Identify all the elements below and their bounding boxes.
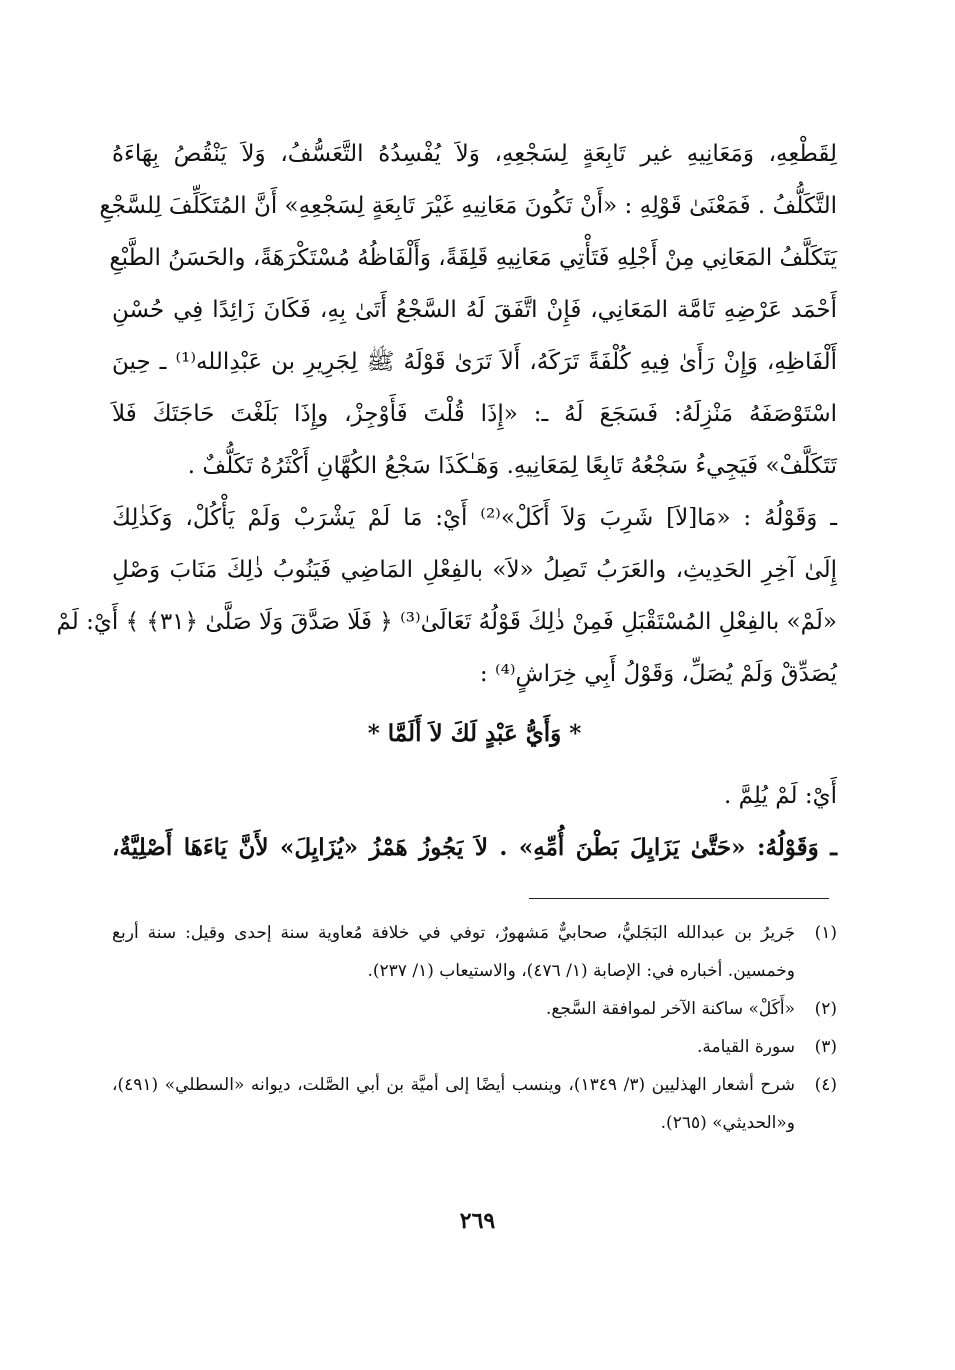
footnote-number: (٢)	[814, 999, 837, 1019]
text-line: التَّكَلُّفُ . فَمَعْنَىٰ قَوْلِهِ : «أَنْ تَكُونَ مَعَانِيهِ غَيْرَ تَابِعَةٍ لِسَجْعِهِ» أَنَّ المُتَكَلِّفَ لِلسَّجْعِ	[99, 193, 837, 219]
footnote	[112, 1028, 837, 1066]
text-line: إِلَىٰ آخِرِ الحَدِيثِ، والعَرَبُ تَصِلُ «لاَ» بالفِعْلِ المَاضِي فَيَنُوبُ ذٰلِكَ مَنَابَ وَصْلِ	[112, 557, 837, 583]
text-line: أَحْمَد عَرْضِهِ تَامَّة المَعَانِي، فَإِنْ اتَّفَقَ لَهُ السَّجْعُ أَتَىٰ بِهِ، فَكَانَ زَائِدًا فِي حُسْنِ	[112, 297, 837, 323]
footnote	[112, 1066, 837, 1142]
footnote-number: (١)	[814, 923, 837, 943]
poetry-verse: * وَأَيُّ عَبْدٍ لَكَ لاَ أَلَمَّا *	[367, 720, 582, 747]
text-line: يُصَدِّقْ وَلَمْ يُصَلِّ، وَقَوْلُ أَبِي خِرَاشٍ⁽⁴⁾ :	[479, 661, 837, 687]
page-number: ٢٦٩	[459, 1208, 496, 1234]
text-line: لِقَطْعِهِ، وَمَعَانِيهِ غير تَابِعَةٍ لِسَجْعِهِ، وَلاَ يُفْسِدُهُ التَّعَسُّفُ، وَلاَ يَنْقُصُ بِهَاءَهُ	[112, 141, 837, 167]
text-line: اسْتَوْصَفَهُ مَنْزِلَهُ: فَسَجَعَ لَهُ ـ: «إِذَا قُلْتَ فَأَوْجِزْ، وإِذَا بَلَغْتَ حَاجَتَكَ فَلاَ	[112, 401, 837, 427]
footnote-text: سورة القيامة.	[697, 1037, 795, 1057]
footnote-number: (٤)	[814, 1075, 837, 1095]
footnote-text: جَريرُ بن عبدالله البَجَليُّ، صحابيٌّ مَشهورٌ، توفي في خلافة مُعاوية سنة إحدى وقيل: سنة أربع وخمسين. أخباره في: الإصابة (١/ ٤٧٦)، والاستيعاب (١/ ٢٣٧).	[112, 923, 795, 981]
footnote-text: شرح أشعار الهذليين (٣/ ١٣٤٩)، وينسب أيضًا إلى أميَّة بن أبي الصَّلت، ديوانه «السطلي» (٤٩١)، و«الحديثي» (٢٦٥).	[112, 1075, 795, 1133]
text-line: تَتَكَلَّفْ» فَيَجِيءُ سَجْعُهُ تَابِعًا لِمَعَانِيهِ. وَهَـٰكَذَا سَجْعُ الكُهَّانِ أَكْثَرُهُ تَكَلُّفٌ .	[187, 453, 837, 479]
text-line: ـ وَقَوْلُهُ: «حَتَّىٰ يَزَايِلَ بَطْنَ أُمِّهِ» . لاَ يَجُوزُ هَمْزُ «يُزَايِلَ» لأَنَّ يَاءَهَا أَصْلِيَّةٌ،	[112, 834, 837, 861]
text-line: «لَمْ» بالفِعْلِ المُسْتَقْبَلِ فَمِنْ ذٰلِكَ قَوْلُهُ تَعَالَىٰ⁽³⁾ ﴿ فَلَا صَدَّقَ وَلَا صَلَّىٰ ﴿٣١﴾ ﴾ أَيْ: لَمْ	[56, 609, 837, 635]
footnote	[112, 990, 837, 1028]
text-line: يَتَكَلَّفُ المَعَانِي مِنْ أَجْلِهِ فَتَأْتِي مَعَانِيهِ قَلِقَةً، وَأَلْفَاظُهُ مُسْتَكْرَهَةً، والحَسَنُ الطَّبْعِ	[109, 245, 837, 271]
footnote	[112, 914, 837, 990]
footnotes	[112, 914, 837, 1142]
footnote-text: «أَكَلْ» ساكنة الآخر لموافقة السَّجع.	[545, 999, 795, 1019]
footnote-number: (٣)	[814, 1037, 837, 1057]
text-line: أَلْفَاظِهِ، وَإِنْ رَأَىٰ فِيهِ كُلْفَةً تَرَكَهُ، أَلاَ تَرَىٰ قَوْلَهُ ﷺ لِجَرِيرِ بن عَبْدِالله⁽¹⁾ ـ حِينَ	[112, 349, 837, 375]
footnote-separator	[529, 898, 829, 899]
text-line: أَيْ: لَمْ يُلِمَّ .	[723, 783, 837, 809]
text-line: ـ وَقَوْلُهُ : «مَا[لاَ] شَرِبَ وَلاَ أَكَلْ»⁽²⁾ أَيْ: مَا لَمْ يَشْرَبْ وَلَمْ يَأْكُلْ، وَكَذٰلِكَ	[112, 505, 837, 531]
main-text	[56, 128, 837, 874]
